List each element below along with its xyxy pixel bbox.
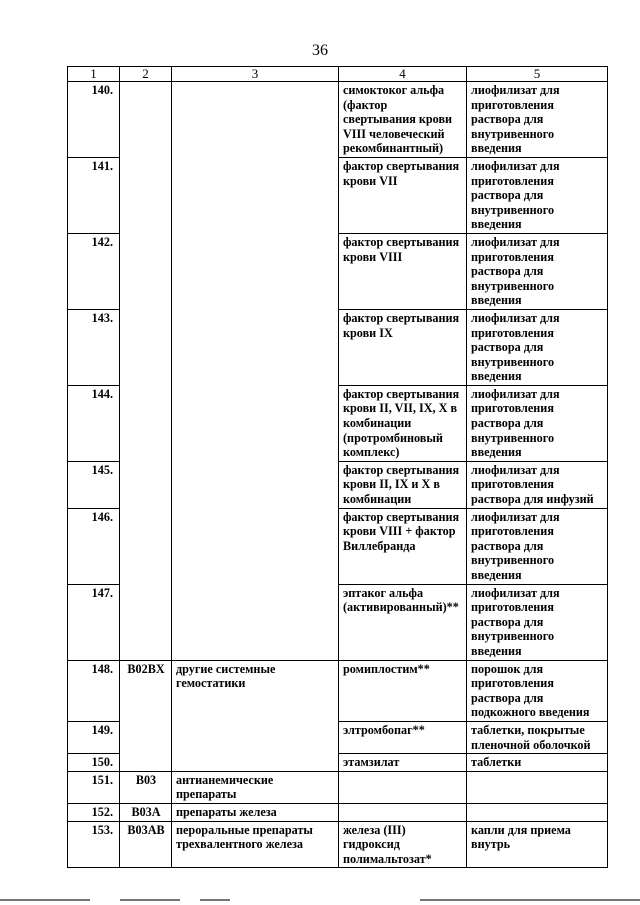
row-number: 140. (68, 82, 120, 158)
table-row (68, 584, 608, 660)
row-number: 145. (68, 461, 120, 508)
table-body (68, 82, 608, 868)
dosage-form: лиофилизат для приготовления раствора для внутривенного введения (467, 157, 608, 233)
drug-name: фактор свертывания крови II, IX и X в комбинации (339, 461, 467, 508)
atc-code (120, 309, 172, 385)
dosage-form: лиофилизат для приготовления раствора для внутривенного введения (467, 233, 608, 309)
page-number: 36 (312, 42, 328, 59)
drug-group (172, 754, 339, 772)
table-row (68, 508, 608, 584)
atc-code: B03AB (120, 821, 172, 868)
table-row (68, 82, 608, 158)
table-row (68, 385, 608, 461)
dosage-form: капли для приема внутрь (467, 821, 608, 868)
drug-name: железа (III) гидроксид полимальтозат* (339, 821, 467, 868)
drug-group (172, 233, 339, 309)
drug-group (172, 584, 339, 660)
atc-code (120, 508, 172, 584)
table-row (68, 721, 608, 753)
header-col-1: 1 (68, 67, 120, 82)
drug-group: препараты железа (172, 803, 339, 821)
drug-name: симоктоког альфа (фактор свертывания крови VIII человеческий рекомбинантный) (339, 82, 467, 158)
drug-group: другие системные гемостатики (172, 660, 339, 721)
header-col-2: 2 (120, 67, 172, 82)
atc-code: B03 (120, 771, 172, 803)
drug-group (172, 157, 339, 233)
row-number: 150. (68, 754, 120, 772)
header-col-5: 5 (467, 67, 608, 82)
dosage-form: лиофилизат для приготовления раствора для инфузий (467, 461, 608, 508)
header-col-4: 4 (339, 67, 467, 82)
atc-code (120, 461, 172, 508)
dosage-form: таблетки (467, 754, 608, 772)
row-number: 147. (68, 584, 120, 660)
row-number: 142. (68, 233, 120, 309)
dosage-form: лиофилизат для приготовления раствора для внутривенного введения (467, 508, 608, 584)
atc-code (120, 385, 172, 461)
drug-group (172, 309, 339, 385)
dosage-form: таблетки, покрытые пленочной оболочкой (467, 721, 608, 753)
header-col-3: 3 (172, 67, 339, 82)
row-number: 144. (68, 385, 120, 461)
table-row (68, 309, 608, 385)
atc-code (120, 721, 172, 753)
table-row (68, 233, 608, 309)
row-number: 151. (68, 771, 120, 803)
scan-edge-artifact (0, 899, 640, 903)
atc-code: B02BX (120, 660, 172, 721)
drug-name: фактор свертывания крови VIII + фактор Виллебранда (339, 508, 467, 584)
dosage-form: порошок для приготовления раствора для подкожного введения (467, 660, 608, 721)
drug-group: антианемические препараты (172, 771, 339, 803)
drug-name: этамзилат (339, 754, 467, 772)
drug-name: фактор свертывания крови VII (339, 157, 467, 233)
table-row (68, 771, 608, 803)
row-number: 153. (68, 821, 120, 868)
dosage-form: лиофилизат для приготовления раствора для внутривенного введения (467, 385, 608, 461)
drug-name: элтромбопаг** (339, 721, 467, 753)
dosage-form: лиофилизат для приготовления раствора для внутривенного введения (467, 584, 608, 660)
row-number: 143. (68, 309, 120, 385)
atc-code (120, 233, 172, 309)
drug-name: фактор свертывания крови II, VII, IX, X в комбинации (протромбиновый комплекс) (339, 385, 467, 461)
drug-name: фактор свертывания крови IX (339, 309, 467, 385)
table-row (68, 803, 608, 821)
dosage-form (467, 771, 608, 803)
drug-group (172, 721, 339, 753)
table-row (68, 157, 608, 233)
dosage-form (467, 803, 608, 821)
row-number: 152. (68, 803, 120, 821)
dosage-form: лиофилизат для приготовления раствора для внутривенного введения (467, 309, 608, 385)
table-header-row (68, 67, 608, 82)
row-number: 146. (68, 508, 120, 584)
drug-name: эптаког альфа (активированный)** (339, 584, 467, 660)
atc-code (120, 157, 172, 233)
drug-group (172, 461, 339, 508)
row-number: 141. (68, 157, 120, 233)
table-row (68, 461, 608, 508)
dosage-form: лиофилизат для приготовления раствора для внутривенного введения (467, 82, 608, 158)
drug-group (172, 508, 339, 584)
drug-name (339, 771, 467, 803)
atc-code (120, 584, 172, 660)
drug-name: ромиплостим** (339, 660, 467, 721)
row-number: 148. (68, 660, 120, 721)
atc-code (120, 754, 172, 772)
table-row (68, 754, 608, 772)
row-number: 149. (68, 721, 120, 753)
drug-group: пероральные препараты трехвалентного железа (172, 821, 339, 868)
drug-name: фактор свертывания крови VIII (339, 233, 467, 309)
drug-name (339, 803, 467, 821)
drug-table (67, 66, 608, 868)
drug-group (172, 82, 339, 158)
drug-group (172, 385, 339, 461)
table-row (68, 821, 608, 868)
table-row (68, 660, 608, 721)
atc-code (120, 82, 172, 158)
atc-code: B03A (120, 803, 172, 821)
